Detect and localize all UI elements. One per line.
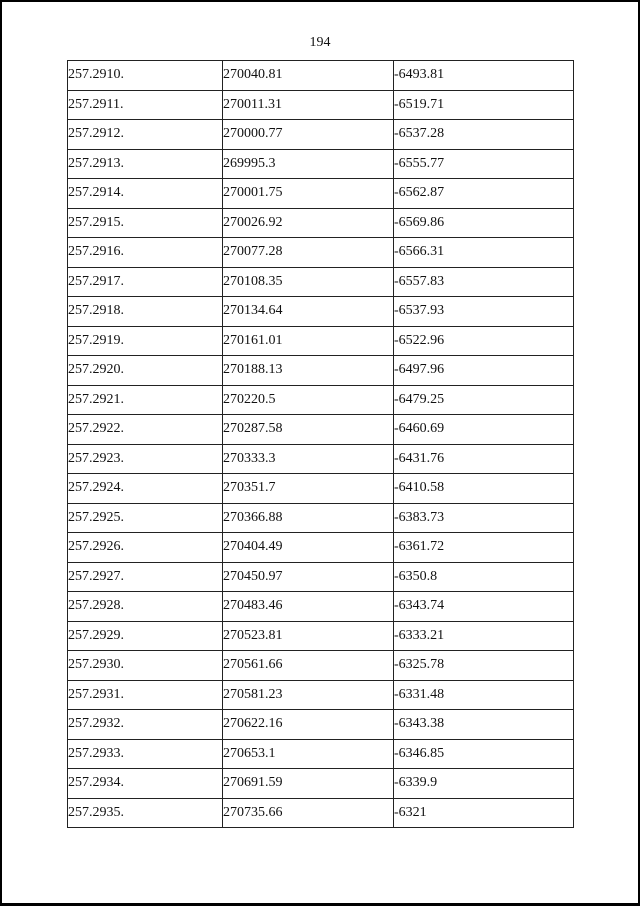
point-id-cell: 257.2914.	[68, 179, 223, 209]
y-coordinate-cell: -6333.21	[394, 621, 574, 651]
x-coordinate-cell: 270483.46	[223, 592, 394, 622]
point-id-cell: 257.2934.	[68, 769, 223, 799]
table-row	[68, 326, 574, 356]
point-id-cell: 257.2923.	[68, 444, 223, 474]
table-row	[68, 474, 574, 504]
table-row	[68, 592, 574, 622]
x-coordinate-cell: 270108.35	[223, 267, 394, 297]
y-coordinate-cell: -6569.86	[394, 208, 574, 238]
y-coordinate-cell: -6479.25	[394, 385, 574, 415]
y-coordinate-cell: -6361.72	[394, 533, 574, 563]
table-row	[68, 149, 574, 179]
x-coordinate-cell: 270220.5	[223, 385, 394, 415]
table-row	[68, 798, 574, 828]
y-coordinate-cell: -6493.81	[394, 61, 574, 91]
y-coordinate-cell: -6350.8	[394, 562, 574, 592]
point-id-cell: 257.2918.	[68, 297, 223, 327]
y-coordinate-cell: -6343.74	[394, 592, 574, 622]
x-coordinate-cell: 269995.3	[223, 149, 394, 179]
table-row	[68, 769, 574, 799]
coordinates-table	[67, 60, 574, 828]
x-coordinate-cell: 270026.92	[223, 208, 394, 238]
table-row	[68, 61, 574, 91]
x-coordinate-cell: 270287.58	[223, 415, 394, 445]
x-coordinate-cell: 270581.23	[223, 680, 394, 710]
point-id-cell: 257.2932.	[68, 710, 223, 740]
y-coordinate-cell: -6519.71	[394, 90, 574, 120]
table-row	[68, 208, 574, 238]
y-coordinate-cell: -6339.9	[394, 769, 574, 799]
y-coordinate-cell: -6431.76	[394, 444, 574, 474]
x-coordinate-cell: 270523.81	[223, 621, 394, 651]
table-row	[68, 120, 574, 150]
table-row	[68, 238, 574, 268]
y-coordinate-cell: -6537.28	[394, 120, 574, 150]
table-row	[68, 415, 574, 445]
point-id-cell: 257.2924.	[68, 474, 223, 504]
table-body	[68, 61, 574, 828]
table-row	[68, 444, 574, 474]
table-row	[68, 533, 574, 563]
x-coordinate-cell: 270134.64	[223, 297, 394, 327]
y-coordinate-cell: -6460.69	[394, 415, 574, 445]
table-row	[68, 503, 574, 533]
y-coordinate-cell: -6383.73	[394, 503, 574, 533]
point-id-cell: 257.2927.	[68, 562, 223, 592]
x-coordinate-cell: 270077.28	[223, 238, 394, 268]
point-id-cell: 257.2920.	[68, 356, 223, 386]
point-id-cell: 257.2922.	[68, 415, 223, 445]
table-row	[68, 710, 574, 740]
x-coordinate-cell: 270011.31	[223, 90, 394, 120]
table-row	[68, 356, 574, 386]
point-id-cell: 257.2926.	[68, 533, 223, 563]
x-coordinate-cell: 270691.59	[223, 769, 394, 799]
table-row	[68, 739, 574, 769]
x-coordinate-cell: 270735.66	[223, 798, 394, 828]
table-row	[68, 562, 574, 592]
point-id-cell: 257.2919.	[68, 326, 223, 356]
point-id-cell: 257.2916.	[68, 238, 223, 268]
table-row	[68, 680, 574, 710]
y-coordinate-cell: -6346.85	[394, 739, 574, 769]
x-coordinate-cell: 270000.77	[223, 120, 394, 150]
point-id-cell: 257.2928.	[68, 592, 223, 622]
x-coordinate-cell: 270366.88	[223, 503, 394, 533]
y-coordinate-cell: -6325.78	[394, 651, 574, 681]
point-id-cell: 257.2910.	[68, 61, 223, 91]
y-coordinate-cell: -6331.48	[394, 680, 574, 710]
x-coordinate-cell: 270333.3	[223, 444, 394, 474]
y-coordinate-cell: -6321	[394, 798, 574, 828]
point-id-cell: 257.2913.	[68, 149, 223, 179]
table-row	[68, 621, 574, 651]
page-number: 194	[309, 35, 331, 50]
point-id-cell: 257.2933.	[68, 739, 223, 769]
point-id-cell: 257.2929.	[68, 621, 223, 651]
table-row	[68, 267, 574, 297]
point-id-cell: 257.2925.	[68, 503, 223, 533]
x-coordinate-cell: 270561.66	[223, 651, 394, 681]
x-coordinate-cell: 270653.1	[223, 739, 394, 769]
table-row	[68, 385, 574, 415]
x-coordinate-cell: 270040.81	[223, 61, 394, 91]
point-id-cell: 257.2915.	[68, 208, 223, 238]
point-id-cell: 257.2935.	[68, 798, 223, 828]
y-coordinate-cell: -6557.83	[394, 267, 574, 297]
y-coordinate-cell: -6343.38	[394, 710, 574, 740]
x-coordinate-cell: 270161.01	[223, 326, 394, 356]
x-coordinate-cell: 270001.75	[223, 179, 394, 209]
point-id-cell: 257.2917.	[68, 267, 223, 297]
y-coordinate-cell: -6562.87	[394, 179, 574, 209]
y-coordinate-cell: -6566.31	[394, 238, 574, 268]
point-id-cell: 257.2930.	[68, 651, 223, 681]
point-id-cell: 257.2931.	[68, 680, 223, 710]
y-coordinate-cell: -6537.93	[394, 297, 574, 327]
y-coordinate-cell: -6522.96	[394, 326, 574, 356]
y-coordinate-cell: -6410.58	[394, 474, 574, 504]
x-coordinate-cell: 270188.13	[223, 356, 394, 386]
point-id-cell: 257.2921.	[68, 385, 223, 415]
x-coordinate-cell: 270351.7	[223, 474, 394, 504]
point-id-cell: 257.2912.	[68, 120, 223, 150]
table-row	[68, 651, 574, 681]
x-coordinate-cell: 270404.49	[223, 533, 394, 563]
y-coordinate-cell: -6555.77	[394, 149, 574, 179]
x-coordinate-cell: 270622.16	[223, 710, 394, 740]
point-id-cell: 257.2911.	[68, 90, 223, 120]
table-row	[68, 297, 574, 327]
y-coordinate-cell: -6497.96	[394, 356, 574, 386]
table-row	[68, 179, 574, 209]
table-row	[68, 90, 574, 120]
x-coordinate-cell: 270450.97	[223, 562, 394, 592]
